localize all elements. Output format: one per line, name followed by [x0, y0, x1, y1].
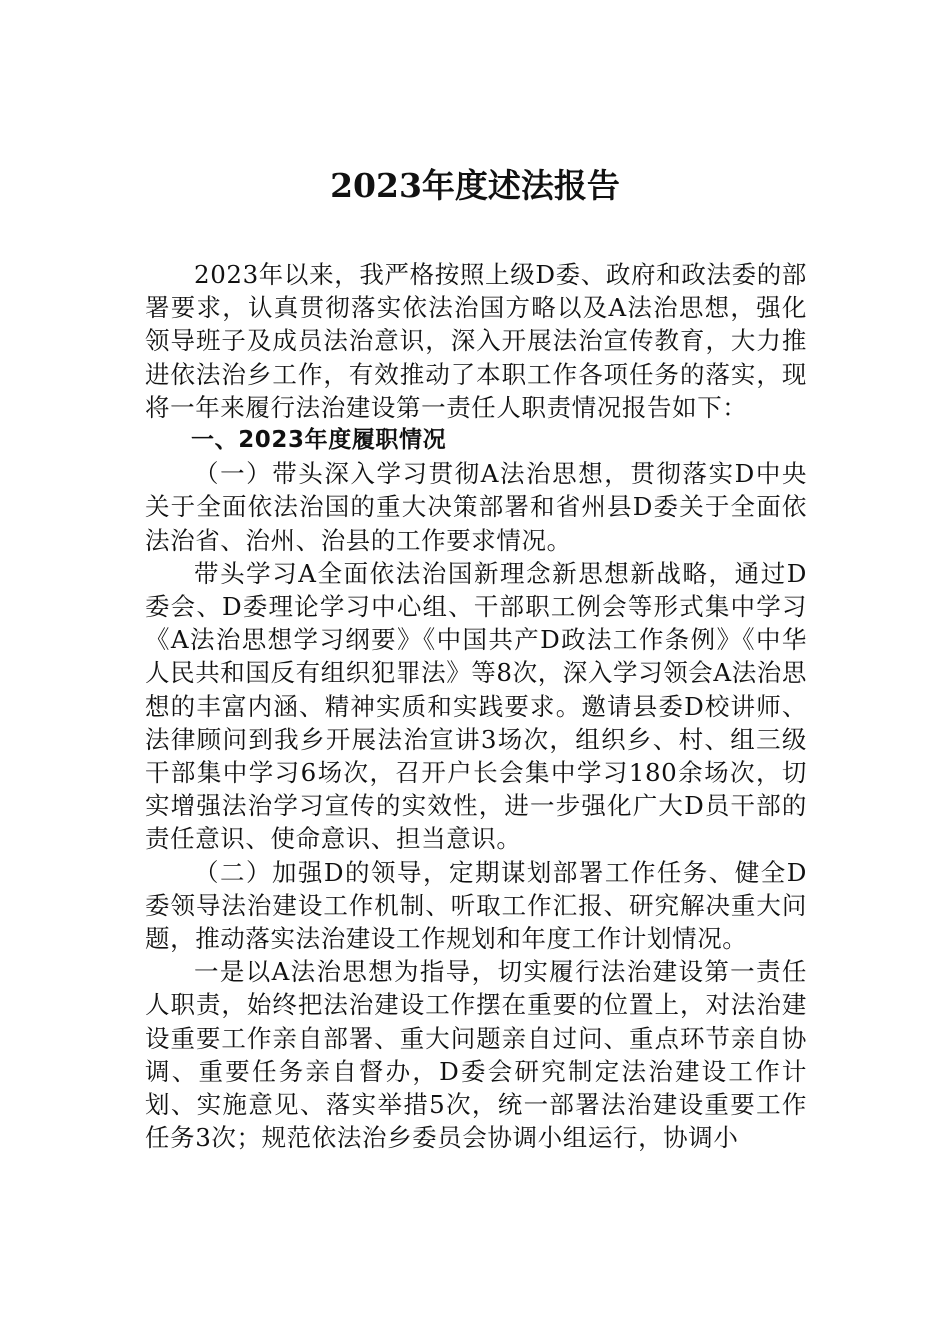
paragraph-first-point: 一是以A法治思想为指导，切实履行法治建设第一责任人职责，始终把法治建设工作摆在重要的位置上，对法治建设重要工作亲自部署、重大问题亲自过问、重点环节亲自协调、重要任务亲自督办，D委会研究制定法治建设工作计划、实施意见、落实举措5次，统一部署法治建设重要工作任务3次；规范依法治乡委员会协调小组运行，协调小 [145, 957, 807, 1153]
subsection-heading-2: （二）加强D的领导，定期谋划部署工作任务、健全D委领导法治建设工作机制、听取工作汇报、研究解决重大问题，推动落实法治建设工作规划和年度工作计划情况。 [145, 857, 807, 954]
document-title: 2023年度述法报告 [330, 166, 620, 205]
subsection-heading-1: （一）带头深入学习贯彻A法治思想，贯彻落实D中央关于全面依法治国的重大决策部署和省州县D委关于全面依法治省、治州、治县的工作要求情况。 [145, 459, 807, 555]
paragraph-study: 带头学习A全面依法治国新理念新思想新战略，通过D委会、D委理论学习中心组、干部职工例会等形式集中学习《A法治思想学习纲要》《中国共产D政法工作条例》《中华人民共和国反有组织犯罪法》等8次，深入学习领会A法治思想的丰富内涵、精神实质和实践要求。邀请县委D校讲师、法律顾问到我乡开展法治宣讲3场次，组织乡、村、组三级干部集中学习6场次，召开户长会集中学习180余场次，切实增强法治学习宣传的实效性，进一步强化广大D员干部的责任意识、使命意识、担当意识。 [145, 558, 807, 854]
section-heading: 一、2023年度履职情况 [191, 427, 447, 454]
paragraph-intro: 2023年以来，我严格按照上级D委、政府和政法委的部署要求，认真贯彻落实依法治国方略以及A法治思想，强化领导班子及成员法治意识，深入开展法治宣传教育，大力推进依法治乡工作，有效推动了本职工作各项任务的落实，现将一年来履行法治建设第一责任人职责情况报告如下： [145, 260, 807, 422]
document-body [145, 258, 807, 1154]
